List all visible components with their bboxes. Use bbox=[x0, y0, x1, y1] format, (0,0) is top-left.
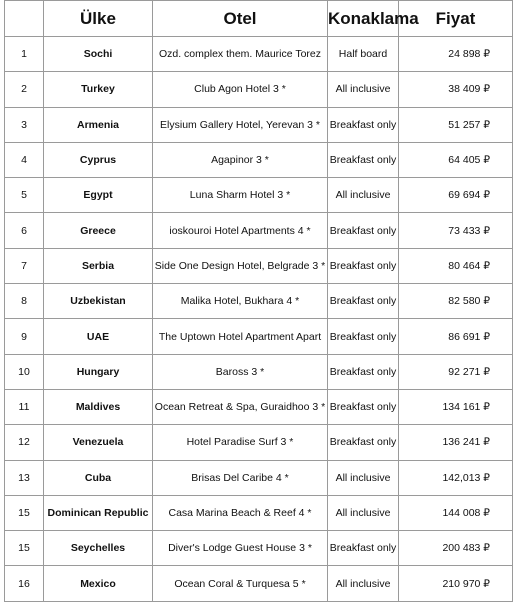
cell-board: All inclusive bbox=[328, 495, 399, 530]
cell-price: 200 483 ₽ bbox=[399, 531, 513, 566]
cell-hotel: Malika Hotel, Bukhara 4 * bbox=[153, 284, 328, 319]
table-row bbox=[5, 354, 513, 389]
cell-country: Sochi bbox=[44, 37, 153, 72]
cell-country: Armenia bbox=[44, 107, 153, 142]
cell-country: Mexico bbox=[44, 566, 153, 601]
table-body bbox=[5, 37, 513, 602]
cell-hotel: ioskouroi Hotel Apartments 4 * bbox=[153, 213, 328, 248]
cell-number: 5 bbox=[5, 178, 44, 213]
table-row bbox=[5, 178, 513, 213]
cell-price: 92 271 ₽ bbox=[399, 354, 513, 389]
cell-hotel: Ocean Coral & Turquesa 5 * bbox=[153, 566, 328, 601]
table-row bbox=[5, 107, 513, 142]
cell-number: 6 bbox=[5, 213, 44, 248]
cell-country: Serbia bbox=[44, 248, 153, 283]
cell-country: Seychelles bbox=[44, 531, 153, 566]
cell-number: 13 bbox=[5, 460, 44, 495]
cell-country: Maldives bbox=[44, 389, 153, 424]
cell-board: Breakfast only bbox=[328, 354, 399, 389]
cell-number: 9 bbox=[5, 319, 44, 354]
cell-price: 86 691 ₽ bbox=[399, 319, 513, 354]
cell-price: 64 405 ₽ bbox=[399, 142, 513, 177]
cell-hotel: Ocean Retreat & Spa, Guraidhoo 3 * bbox=[153, 389, 328, 424]
cell-hotel: Brisas Del Caribe 4 * bbox=[153, 460, 328, 495]
table-row bbox=[5, 495, 513, 530]
cell-number: 15 bbox=[5, 495, 44, 530]
cell-hotel: Hotel Paradise Surf 3 * bbox=[153, 425, 328, 460]
cell-board: Breakfast only bbox=[328, 425, 399, 460]
cell-price: 69 694 ₽ bbox=[399, 178, 513, 213]
cell-board: All inclusive bbox=[328, 460, 399, 495]
cell-board: Breakfast only bbox=[328, 107, 399, 142]
table-row bbox=[5, 319, 513, 354]
cell-board: All inclusive bbox=[328, 72, 399, 107]
table-row bbox=[5, 460, 513, 495]
cell-board: Breakfast only bbox=[328, 248, 399, 283]
cell-price: 38 409 ₽ bbox=[399, 72, 513, 107]
header-country: Ülke bbox=[44, 1, 153, 37]
cell-number: 10 bbox=[5, 354, 44, 389]
cell-board: Breakfast only bbox=[328, 213, 399, 248]
cell-board: Breakfast only bbox=[328, 284, 399, 319]
cell-board: Breakfast only bbox=[328, 142, 399, 177]
cell-country: Dominican Republic bbox=[44, 495, 153, 530]
header-hotel: Otel bbox=[153, 1, 328, 37]
hotel-price-table bbox=[4, 0, 513, 602]
cell-board: Breakfast only bbox=[328, 389, 399, 424]
table-row bbox=[5, 425, 513, 460]
table-row bbox=[5, 72, 513, 107]
table-row bbox=[5, 248, 513, 283]
cell-hotel: Club Agon Hotel 3 * bbox=[153, 72, 328, 107]
cell-board: All inclusive bbox=[328, 178, 399, 213]
cell-country: Turkey bbox=[44, 72, 153, 107]
cell-number: 7 bbox=[5, 248, 44, 283]
cell-price: 82 580 ₽ bbox=[399, 284, 513, 319]
cell-price: 136 241 ₽ bbox=[399, 425, 513, 460]
table-row bbox=[5, 284, 513, 319]
cell-board: All inclusive bbox=[328, 566, 399, 601]
table-row bbox=[5, 566, 513, 601]
cell-hotel: Diver's Lodge Guest House 3 * bbox=[153, 531, 328, 566]
cell-country: Cyprus bbox=[44, 142, 153, 177]
cell-hotel: Agapinor 3 * bbox=[153, 142, 328, 177]
cell-country: Venezuela bbox=[44, 425, 153, 460]
cell-board: Breakfast only bbox=[328, 531, 399, 566]
cell-price: 24 898 ₽ bbox=[399, 37, 513, 72]
header-price: Fiyat bbox=[399, 1, 513, 37]
cell-price: 210 970 ₽ bbox=[399, 566, 513, 601]
cell-country: Hungary bbox=[44, 354, 153, 389]
cell-price: 73 433 ₽ bbox=[399, 213, 513, 248]
header-row bbox=[5, 1, 513, 37]
table-row bbox=[5, 37, 513, 72]
cell-price: 80 464 ₽ bbox=[399, 248, 513, 283]
cell-hotel: Elysium Gallery Hotel, Yerevan 3 * bbox=[153, 107, 328, 142]
cell-price: 142,013 ₽ bbox=[399, 460, 513, 495]
cell-country: UAE bbox=[44, 319, 153, 354]
cell-number: 16 bbox=[5, 566, 44, 601]
cell-price: 134 161 ₽ bbox=[399, 389, 513, 424]
cell-number: 12 bbox=[5, 425, 44, 460]
header-board: Konaklama bbox=[328, 1, 399, 37]
cell-price: 51 257 ₽ bbox=[399, 107, 513, 142]
table-row bbox=[5, 142, 513, 177]
cell-number: 1 bbox=[5, 37, 44, 72]
cell-number: 4 bbox=[5, 142, 44, 177]
cell-number: 2 bbox=[5, 72, 44, 107]
cell-board: Half board bbox=[328, 37, 399, 72]
table-row bbox=[5, 213, 513, 248]
cell-country: Greece bbox=[44, 213, 153, 248]
cell-number: 8 bbox=[5, 284, 44, 319]
cell-country: Egypt bbox=[44, 178, 153, 213]
table-row bbox=[5, 531, 513, 566]
cell-board: Breakfast only bbox=[328, 319, 399, 354]
table-row bbox=[5, 389, 513, 424]
cell-number: 11 bbox=[5, 389, 44, 424]
cell-country: Cuba bbox=[44, 460, 153, 495]
cell-hotel: Luna Sharm Hotel 3 * bbox=[153, 178, 328, 213]
cell-country: Uzbekistan bbox=[44, 284, 153, 319]
cell-hotel: Baross 3 * bbox=[153, 354, 328, 389]
cell-hotel: Ozd. complex them. Maurice Torez bbox=[153, 37, 328, 72]
cell-number: 3 bbox=[5, 107, 44, 142]
cell-hotel: The Uptown Hotel Apartment Apart bbox=[153, 319, 328, 354]
cell-hotel: Casa Marina Beach & Reef 4 * bbox=[153, 495, 328, 530]
header-number bbox=[5, 1, 44, 37]
cell-price: 144 008 ₽ bbox=[399, 495, 513, 530]
cell-hotel: Side One Design Hotel, Belgrade 3 * bbox=[153, 248, 328, 283]
cell-number: 15 bbox=[5, 531, 44, 566]
